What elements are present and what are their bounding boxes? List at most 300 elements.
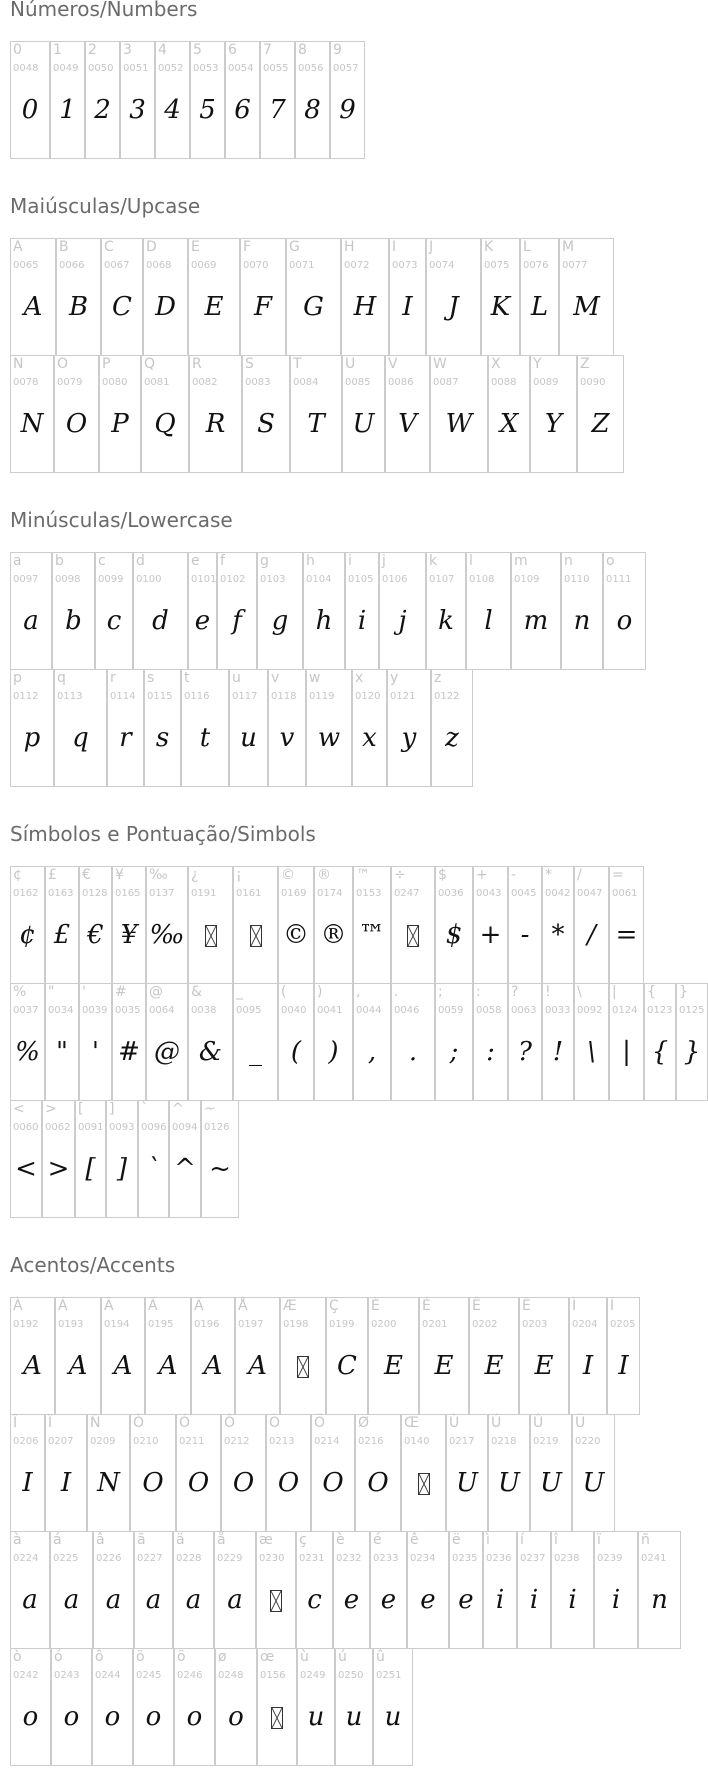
glyph-label: m	[514, 553, 528, 569]
glyph-cell	[574, 983, 609, 1101]
glyph-code: 0033	[545, 1005, 571, 1016]
glyph-cell	[257, 552, 303, 670]
glyph-code: 0122	[434, 691, 460, 702]
glyph-sample: ¥	[120, 920, 138, 950]
glyph-sample: I	[582, 1351, 594, 1381]
glyph-cell	[10, 1414, 45, 1532]
glyph-label: !	[545, 984, 551, 1000]
glyph-sample: A	[68, 1351, 88, 1381]
glyph-label: y	[390, 670, 399, 686]
glyph-code: 0225	[53, 1553, 79, 1564]
section-title: Minúsculas/Lowercase	[10, 508, 233, 532]
glyph-code: 0202	[472, 1319, 498, 1330]
glyph-code: 0117	[232, 691, 258, 702]
glyph-label: Å	[238, 1298, 248, 1314]
glyph-label: ]	[109, 1101, 115, 1117]
glyph-cell	[233, 866, 278, 984]
glyph-label: 3	[123, 42, 132, 58]
glyph-code: 0041	[317, 1005, 343, 1016]
glyph-label: j	[382, 553, 386, 569]
glyph-code: 0052	[158, 63, 184, 74]
glyph-sample: V	[398, 409, 417, 439]
glyph-code: 0120	[355, 691, 381, 702]
glyph-sample: a	[227, 1585, 243, 1615]
glyph-cell	[352, 669, 387, 787]
glyph-sample: K	[490, 292, 511, 322]
glyph-label: +	[476, 867, 488, 883]
glyph-cell	[10, 552, 52, 670]
glyph-cell	[488, 355, 530, 473]
glyph-sample: i	[495, 1585, 505, 1615]
glyph-sample: 2	[94, 95, 111, 125]
glyph-label: å	[217, 1532, 226, 1548]
glyph-code: 0203	[522, 1319, 548, 1330]
glyph-label: ò	[13, 1649, 22, 1665]
glyph-code: 0057	[333, 63, 359, 74]
glyph-sample: O	[142, 1468, 164, 1498]
glyph-code: 0163	[48, 888, 74, 899]
glyph-sample: W	[445, 409, 473, 439]
glyph-label: $	[438, 867, 447, 883]
glyph-sample: O	[277, 1468, 300, 1498]
glyph-label: ó	[54, 1649, 63, 1665]
glyph-cell	[92, 1648, 133, 1766]
glyph-code: 0050	[88, 63, 114, 74]
glyph-code: 0140	[404, 1436, 430, 1447]
glyph-sample: u	[307, 1702, 325, 1732]
glyph-label: >	[45, 1101, 57, 1117]
glyph-cell	[146, 983, 188, 1101]
glyph-label: N	[13, 356, 24, 372]
glyph-label: =	[612, 867, 624, 883]
glyph-code: 0076	[523, 260, 549, 271]
glyph-cell	[155, 41, 190, 159]
glyph-sample: e	[420, 1585, 436, 1615]
glyph-label: ‰	[149, 867, 168, 883]
glyph-cell	[225, 41, 260, 159]
glyph-label: v	[271, 670, 280, 686]
glyph-label: Ä	[194, 1298, 204, 1314]
glyph-cell	[303, 552, 345, 670]
glyph-label: í	[520, 1532, 524, 1548]
glyph-code: 0063	[511, 1005, 537, 1016]
glyph-sample: c	[307, 1585, 322, 1615]
glyph-cell	[10, 355, 54, 473]
glyph-cell	[379, 552, 426, 670]
glyph-code: 0213	[269, 1436, 295, 1447]
glyph-sample: `	[147, 1154, 160, 1184]
glyph-sample: ®	[320, 920, 347, 950]
glyph-label: à	[13, 1532, 22, 1548]
glyph-code: 0153	[356, 888, 382, 899]
glyph-cell	[314, 866, 353, 984]
glyph-label: Ã	[148, 1298, 158, 1314]
glyph-sample: P	[111, 409, 129, 439]
glyph-code: 0069	[191, 260, 217, 271]
glyph-sample: #	[118, 1037, 140, 1067]
glyph-sample: $	[445, 920, 463, 950]
glyph-label: k	[429, 553, 438, 569]
glyph-cell	[173, 1531, 214, 1649]
glyph-label: ã	[137, 1532, 146, 1548]
glyph-label: O	[57, 356, 69, 372]
glyph-label: I	[392, 239, 397, 255]
glyph-sample: 0	[21, 95, 39, 125]
glyph-label: Á	[58, 1298, 68, 1314]
glyph-sample: ;	[449, 1037, 459, 1067]
glyph-code: 0109	[514, 574, 540, 585]
glyph-cell	[51, 1648, 92, 1766]
glyph-cell	[112, 866, 146, 984]
glyph-sample: m	[523, 606, 549, 636]
glyph-label: ©	[281, 867, 295, 883]
glyph-label: K	[484, 239, 494, 255]
glyph-cell	[511, 552, 561, 670]
glyph-label: ?	[511, 984, 519, 1000]
glyph-code: 0195	[148, 1319, 174, 1330]
glyph-code: 0230	[259, 1553, 285, 1564]
glyph-code: 0043	[476, 888, 502, 899]
glyph-label: D	[146, 239, 157, 255]
glyph-sample: u	[384, 1702, 402, 1732]
glyph-sample: E	[534, 1351, 554, 1381]
glyph-cell	[10, 1648, 51, 1766]
glyph-label: ^	[172, 1101, 184, 1117]
glyph-cell	[311, 1414, 355, 1532]
glyph-label: )	[317, 984, 323, 1000]
glyph-cell	[141, 355, 189, 473]
glyph-sample: r	[119, 723, 132, 753]
glyph-sample: T	[307, 409, 325, 439]
glyph-code: 0093	[109, 1122, 135, 1133]
glyph-code: 0210	[133, 1436, 159, 1447]
glyph-sample: Z	[591, 409, 610, 439]
glyph-code: 0095	[236, 1005, 262, 1016]
glyph-sample: 7	[269, 95, 286, 125]
glyph-cell	[430, 355, 488, 473]
glyph-cell	[138, 1100, 169, 1218]
glyph-label: ú	[338, 1649, 347, 1665]
glyph-label: ê	[410, 1532, 419, 1548]
glyph-sample: o	[616, 606, 633, 636]
glyph-sample: D	[155, 292, 176, 322]
glyph-code: 0080	[102, 377, 128, 388]
glyph-code: 0209	[90, 1436, 116, 1447]
glyph-label: 2	[88, 42, 97, 58]
glyph-sample: ¢	[19, 920, 36, 950]
glyph-code: 0090	[580, 377, 606, 388]
glyph-sample: '	[91, 1037, 100, 1067]
glyph-code: 0098	[55, 574, 81, 585]
glyph-label: [	[78, 1101, 84, 1117]
glyph-cell	[341, 238, 389, 356]
glyph-sample: s	[155, 723, 170, 753]
glyph-code: 0105	[348, 574, 374, 585]
glyph-code: 0217	[449, 1436, 475, 1447]
glyph-cell	[572, 1414, 615, 1532]
glyph-sample: e	[458, 1585, 474, 1615]
glyph-sample: A	[248, 1351, 267, 1381]
glyph-code: 0055	[263, 63, 289, 74]
glyph-code: 0097	[13, 574, 39, 585]
glyph-sample: k	[438, 606, 454, 636]
glyph-cell	[426, 238, 481, 356]
glyph-label: ¿	[191, 867, 199, 883]
glyph-cell	[95, 552, 133, 670]
glyph-cell	[79, 866, 112, 984]
glyph-cell	[188, 552, 217, 670]
glyph-label: c	[98, 553, 106, 569]
glyph-cell	[483, 1531, 517, 1649]
glyph-label: î	[554, 1532, 558, 1548]
glyph-code: 0200	[371, 1319, 397, 1330]
glyph-cell	[676, 983, 708, 1101]
glyph-label: d	[136, 553, 145, 569]
glyph-code: 0112	[13, 691, 39, 702]
glyph-label: /	[577, 867, 582, 883]
glyph-code: 0103	[260, 574, 286, 585]
glyph-code: 0228	[176, 1553, 202, 1564]
glyph-label: q	[57, 670, 66, 686]
glyph-sample: y	[401, 723, 417, 753]
glyph-code: 0073	[392, 260, 418, 271]
glyph-label: 8	[298, 42, 307, 58]
glyph-sample: 8	[304, 95, 321, 125]
glyph-code: 0233	[373, 1553, 399, 1564]
glyph-cell	[242, 355, 290, 473]
glyph-cell	[52, 552, 95, 670]
glyph-sample: 5	[199, 95, 216, 125]
glyph-cell	[181, 669, 229, 787]
glyph-code: 0086	[388, 377, 414, 388]
glyph-cell	[286, 238, 341, 356]
glyph-cell	[488, 1414, 530, 1532]
glyph-sample: U	[582, 1468, 605, 1498]
glyph-label: e	[191, 553, 200, 569]
glyph-code: 0110	[564, 574, 590, 585]
glyph-cell	[79, 983, 112, 1101]
glyph-cell	[401, 1414, 446, 1532]
glyph-label: Õ	[269, 1415, 281, 1431]
glyph-code: 0246	[177, 1670, 203, 1681]
glyph-label: 5	[193, 42, 202, 58]
glyph-sample: A	[113, 1351, 133, 1381]
glyph-code: 0078	[13, 377, 39, 388]
glyph-cell	[353, 983, 391, 1101]
glyph-label: ç	[299, 1532, 307, 1548]
glyph-sample: N	[97, 1468, 120, 1498]
glyph-sample: U	[456, 1468, 478, 1498]
glyph-cell	[508, 983, 542, 1101]
glyph-cell	[201, 1100, 239, 1218]
glyph-label: f	[220, 553, 225, 569]
glyph-sample: -	[520, 920, 530, 950]
glyph-cell	[355, 1414, 401, 1532]
glyph-sample: I	[60, 1468, 72, 1498]
glyph-cell	[278, 866, 314, 984]
glyph-sample: "	[56, 1037, 68, 1067]
glyph-code: 0070	[243, 260, 269, 271]
glyph-label: Ô	[224, 1415, 236, 1431]
glyph-sample: E	[434, 1351, 454, 1381]
glyph-code: 0239	[597, 1553, 623, 1564]
glyph-sample: O	[232, 1468, 255, 1498]
glyph-label: 1	[53, 42, 62, 58]
glyph-code: 0219	[533, 1436, 559, 1447]
glyph-code: 0037	[13, 1005, 39, 1016]
missing-glyph-icon	[271, 1707, 283, 1729]
glyph-code: 0115	[147, 691, 173, 702]
glyph-label: B	[59, 239, 69, 255]
glyph-label: W	[433, 356, 447, 372]
glyph-label: n	[564, 553, 573, 569]
glyph-sample: G	[303, 292, 324, 322]
section-title: Acentos/Accents	[10, 1253, 176, 1277]
glyph-label: t	[184, 670, 190, 686]
glyph-code: 0100	[136, 574, 162, 585]
glyph-code: 0192	[13, 1319, 39, 1330]
glyph-cell	[353, 866, 391, 984]
glyph-sample: E	[484, 1351, 504, 1381]
glyph-cell	[10, 238, 56, 356]
glyph-cell	[594, 1531, 638, 1649]
glyph-code: 0197	[238, 1319, 264, 1330]
glyph-label: Æ	[283, 1298, 297, 1314]
glyph-sample: @	[154, 1037, 180, 1067]
glyph-code: 0072	[344, 260, 370, 271]
glyph-cell	[268, 669, 306, 787]
glyph-cell	[551, 1531, 594, 1649]
glyph-code: 0068	[146, 260, 172, 271]
glyph-sample: &	[198, 1037, 223, 1067]
glyph-code: 0059	[438, 1005, 464, 1016]
glyph-label: è	[336, 1532, 345, 1548]
glyph-cell	[290, 355, 342, 473]
glyph-code: 0229	[217, 1553, 243, 1564]
glyph-sample: c	[106, 606, 122, 636]
glyph-cell	[431, 669, 473, 787]
glyph-sample: \	[587, 1037, 596, 1067]
glyph-code: 0114	[110, 691, 136, 702]
glyph-code: 0082	[192, 377, 218, 388]
glyph-cell	[45, 1414, 87, 1532]
glyph-code: 0104	[306, 574, 332, 585]
glyph-sample: t	[199, 723, 211, 753]
glyph-code: 0085	[345, 377, 371, 388]
glyph-sample: a	[145, 1585, 162, 1615]
glyph-code: 0232	[336, 1553, 362, 1564]
glyph-cell	[217, 552, 257, 670]
glyph-code: 0058	[476, 1005, 502, 1016]
glyph-cell	[435, 866, 473, 984]
glyph-cell	[574, 866, 609, 984]
glyph-label: ¡	[236, 867, 242, 883]
glyph-sample: i	[529, 1585, 539, 1615]
glyph-code: 0205	[610, 1319, 636, 1330]
glyph-cell	[214, 1531, 256, 1649]
glyph-cell	[342, 355, 385, 473]
glyph-code: 0227	[137, 1553, 163, 1564]
glyph-sample: u	[240, 723, 257, 753]
glyph-sample: i	[611, 1585, 621, 1615]
glyph-sample: 1	[59, 95, 76, 125]
glyph-sample: x	[362, 723, 377, 753]
glyph-sample: E	[204, 292, 224, 322]
glyph-cell	[577, 355, 624, 473]
glyph-sample: a	[23, 606, 39, 636]
glyph-cell	[370, 1531, 407, 1649]
glyph-code: 0128	[82, 888, 108, 899]
glyph-cell	[407, 1531, 449, 1649]
glyph-sample: I	[402, 292, 413, 322]
glyph-code: 0161	[236, 888, 262, 899]
glyph-code: 0067	[104, 260, 130, 271]
glyph-cell	[55, 1297, 101, 1415]
glyph-sample: 9	[339, 95, 356, 125]
glyph-cell	[174, 1648, 215, 1766]
glyph-sample: %	[15, 1037, 40, 1067]
glyph-cell	[426, 552, 466, 670]
glyph-cell	[45, 866, 79, 984]
glyph-cell	[75, 1100, 106, 1218]
glyph-code: 0242	[13, 1670, 39, 1681]
glyph-cell	[391, 866, 435, 984]
glyph-sample: A	[203, 1351, 223, 1381]
glyph-sample: }	[683, 1037, 701, 1067]
glyph-cell	[609, 866, 644, 984]
glyph-code: 0121	[390, 691, 416, 702]
glyph-sample: a	[185, 1585, 202, 1615]
glyph-cell	[188, 238, 240, 356]
glyph-code: 0165	[115, 888, 141, 899]
glyph-label: Ë	[522, 1298, 531, 1314]
glyph-code: 0174	[317, 888, 343, 899]
glyph-cell	[368, 1297, 419, 1415]
glyph-label: `	[141, 1101, 148, 1117]
glyph-code: 0108	[469, 574, 495, 585]
glyph-label: Û	[533, 1415, 544, 1431]
glyph-sample: *	[551, 920, 565, 950]
glyph-cell	[10, 41, 50, 159]
glyph-cell	[10, 1531, 50, 1649]
glyph-cell	[133, 552, 188, 670]
glyph-cell	[481, 238, 520, 356]
glyph-sample: o	[104, 1702, 121, 1732]
glyph-sample: (	[290, 1037, 302, 1067]
glyph-cell	[335, 1648, 373, 1766]
glyph-label: L	[523, 239, 531, 255]
glyph-label: ì	[486, 1532, 490, 1548]
glyph-label: &	[191, 984, 202, 1000]
glyph-code: 0204	[572, 1319, 598, 1330]
glyph-code: 0247	[394, 888, 420, 899]
glyph-label: U	[345, 356, 356, 372]
glyph-cell	[54, 669, 107, 787]
glyph-code: 0191	[191, 888, 217, 899]
glyph-code: 0124	[612, 1005, 638, 1016]
glyph-code: 0249	[300, 1670, 326, 1681]
glyph-code: 0034	[48, 1005, 74, 1016]
glyph-sample: j	[398, 606, 407, 636]
glyph-code: 0224	[13, 1553, 39, 1564]
glyph-cell	[176, 1414, 221, 1532]
glyph-cell	[10, 669, 54, 787]
glyph-code: 0206	[13, 1436, 39, 1447]
glyph-cell	[466, 552, 511, 670]
glyph-cell	[569, 1297, 607, 1415]
glyph-cell	[542, 866, 574, 984]
glyph-cell	[120, 41, 155, 159]
